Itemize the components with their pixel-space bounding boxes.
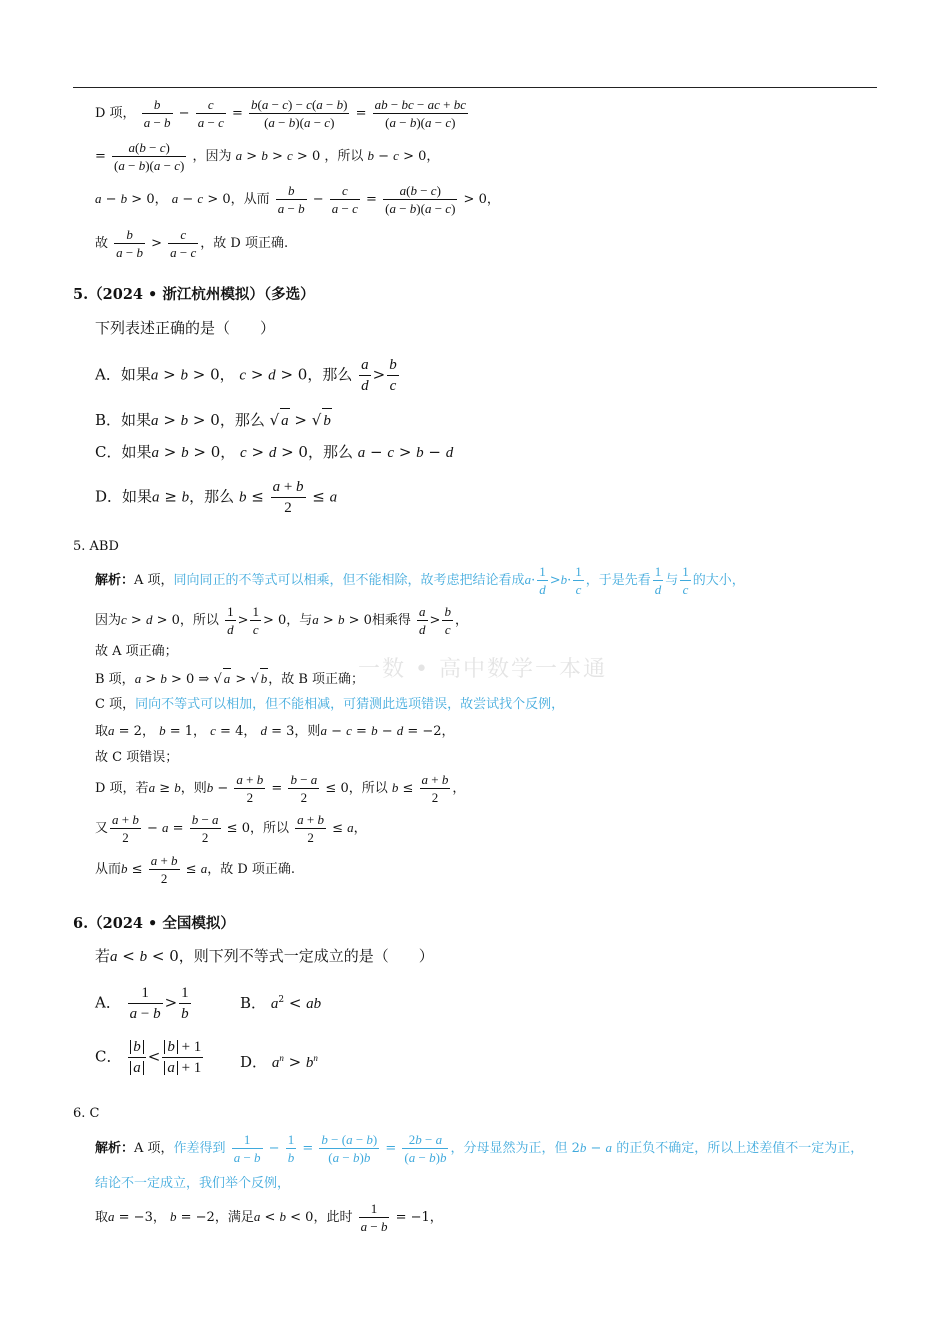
prev-d-line3: a − b > 0， a − c > 0，从而 $\frac{b}{a - b}$ − $\frac{c}{a - c}$ = $\frac{a(b - c)}{(a - b)(a - c)}$ > 0， xyxy=(95,183,500,216)
a5-b-line: B 项，a > b > 0 ⇒ √ a > √ b，故 B 项正确； xyxy=(95,668,364,690)
q6-option-b: B． $a^2$ < ab xyxy=(240,994,322,1012)
a5-a-ok: 故 A 项正确； xyxy=(95,644,178,659)
q6-option-a: A． $\frac{1}{a - b}$ > $\frac{1}{b}$ xyxy=(95,985,189,1022)
a5-d-line2: 又 $\frac{a + b}{2}$ − a = $\frac{b - a}{2}$ ≤ 0，所以 $\frac{a + b}{2}$ ≤ a， xyxy=(95,812,367,845)
a6-line1: 解析：A 项，作差得到 $\frac{1}{a - b}$ − $\frac{1}{b}$ = $\frac{b - (a - b)}{(a - b)b}$ = $\frac{2b - a}{(a - b)b}$ ，分母显然为正，但 2b − a 的正负不确定，所以上述差值不一定为正， xyxy=(95,1132,864,1165)
a6-line3: 取a = −3， b = −2，满足a < b < 0，此时 $\frac{1}{a - b}$ = −1， xyxy=(95,1201,443,1234)
prev-d-line2: = $\frac{a(b - c)}{(a - b)(a - c)}$ ，因为 a > b > c > 0 ，所以 b − c > 0， xyxy=(95,140,440,173)
a5-answer: 5. ABD xyxy=(73,539,119,554)
a5-line1: 解析：A 项，同向同正的不等式可以相乘，但不能相除，故考虑把结论看成a· $\frac{1}{d}$ >b· $\frac{1}{c}$ ，于是先看 $\frac{1}{d}$ 与 $\frac{1}{c}$ 的大小， xyxy=(95,564,745,597)
a5-c-example: 取a = 2， b = 1， c = 4， d = 3，则a − c = b − d = −2， xyxy=(95,723,455,739)
q6-header: 6.（2024 • 全国模拟） xyxy=(73,915,235,932)
q5-stem: 下列表述正确的是（ ） xyxy=(95,319,276,337)
a5-c-line: C 项，同向不等式可以相加，但不能相减，可猜测此选项错误，故尝试找个反例， xyxy=(95,697,565,712)
q6-option-c: C． $\frac{b}{a}$ < $\frac{b + 1}{a + 1}$ xyxy=(95,1039,202,1076)
q5-option-b: B．如果a > b > 0，那么 √ a > √ b xyxy=(95,408,332,432)
a6-line2: 结论不一定成立，我们举个反例， xyxy=(95,1176,291,1191)
a5-line2: 因为c > d > 0，所以 $\frac{1}{d}$ > $\frac{1}{c}$ > 0，与a > b > 0相乘得 $\frac{a}{d}$ > $\frac{b}{c}$ ， xyxy=(95,604,468,637)
header-rule xyxy=(73,87,877,88)
prev-d-line4: 故 $\frac{b}{a - b}$ > $\frac{c}{a - c}$ ，故 D 项正确. xyxy=(95,227,289,260)
q6-stem: 若a < b < 0，则下列不等式一定成立的是（ ） xyxy=(95,947,434,965)
q5-option-c: C．如果a > b > 0， c > d > 0，那么 a − c > b − d xyxy=(95,443,454,461)
a5-d-line1: D 项，若a ≥ b，则b − $\frac{a + b}{2}$ = $\frac{b - a}{2}$ ≤ 0，所以 b ≤ $\frac{a + b}{2}$ ， xyxy=(95,772,466,805)
q5-option-a: A．如果a > b > 0， c > d > 0，那么 $\frac{a}{d}$ > $\frac{b}{c}$ xyxy=(95,357,397,394)
a5-c-wrong: 故 C 项错误； xyxy=(95,750,179,765)
a5-d-line3: 从而b ≤ $\frac{a + b}{2}$ ≤ a，故 D 项正确. xyxy=(95,853,296,886)
q5-header: 5.（2024 • 浙江杭州模拟）（多选） xyxy=(73,286,315,303)
a6-answer: 6. C xyxy=(73,1106,100,1121)
q6-option-d: D． $a^n > b^n$ xyxy=(240,1053,318,1071)
q5-option-d: D．如果a ≥ b，那么 b ≤ $\frac{a + b}{2}$ ≤ a xyxy=(95,479,338,516)
prev-d-line1: D 项， $\frac{b}{a - b}$ − $\frac{c}{a - c}$ = $\frac{b(a - c) - c(a - b)}{(a - b)(a - c)}$ = $\frac{ab - bc - ac + bc}{(a - b)(a - c)}$ xyxy=(95,97,467,130)
watermark: 一数 • 高中数学一本通 xyxy=(358,657,607,682)
